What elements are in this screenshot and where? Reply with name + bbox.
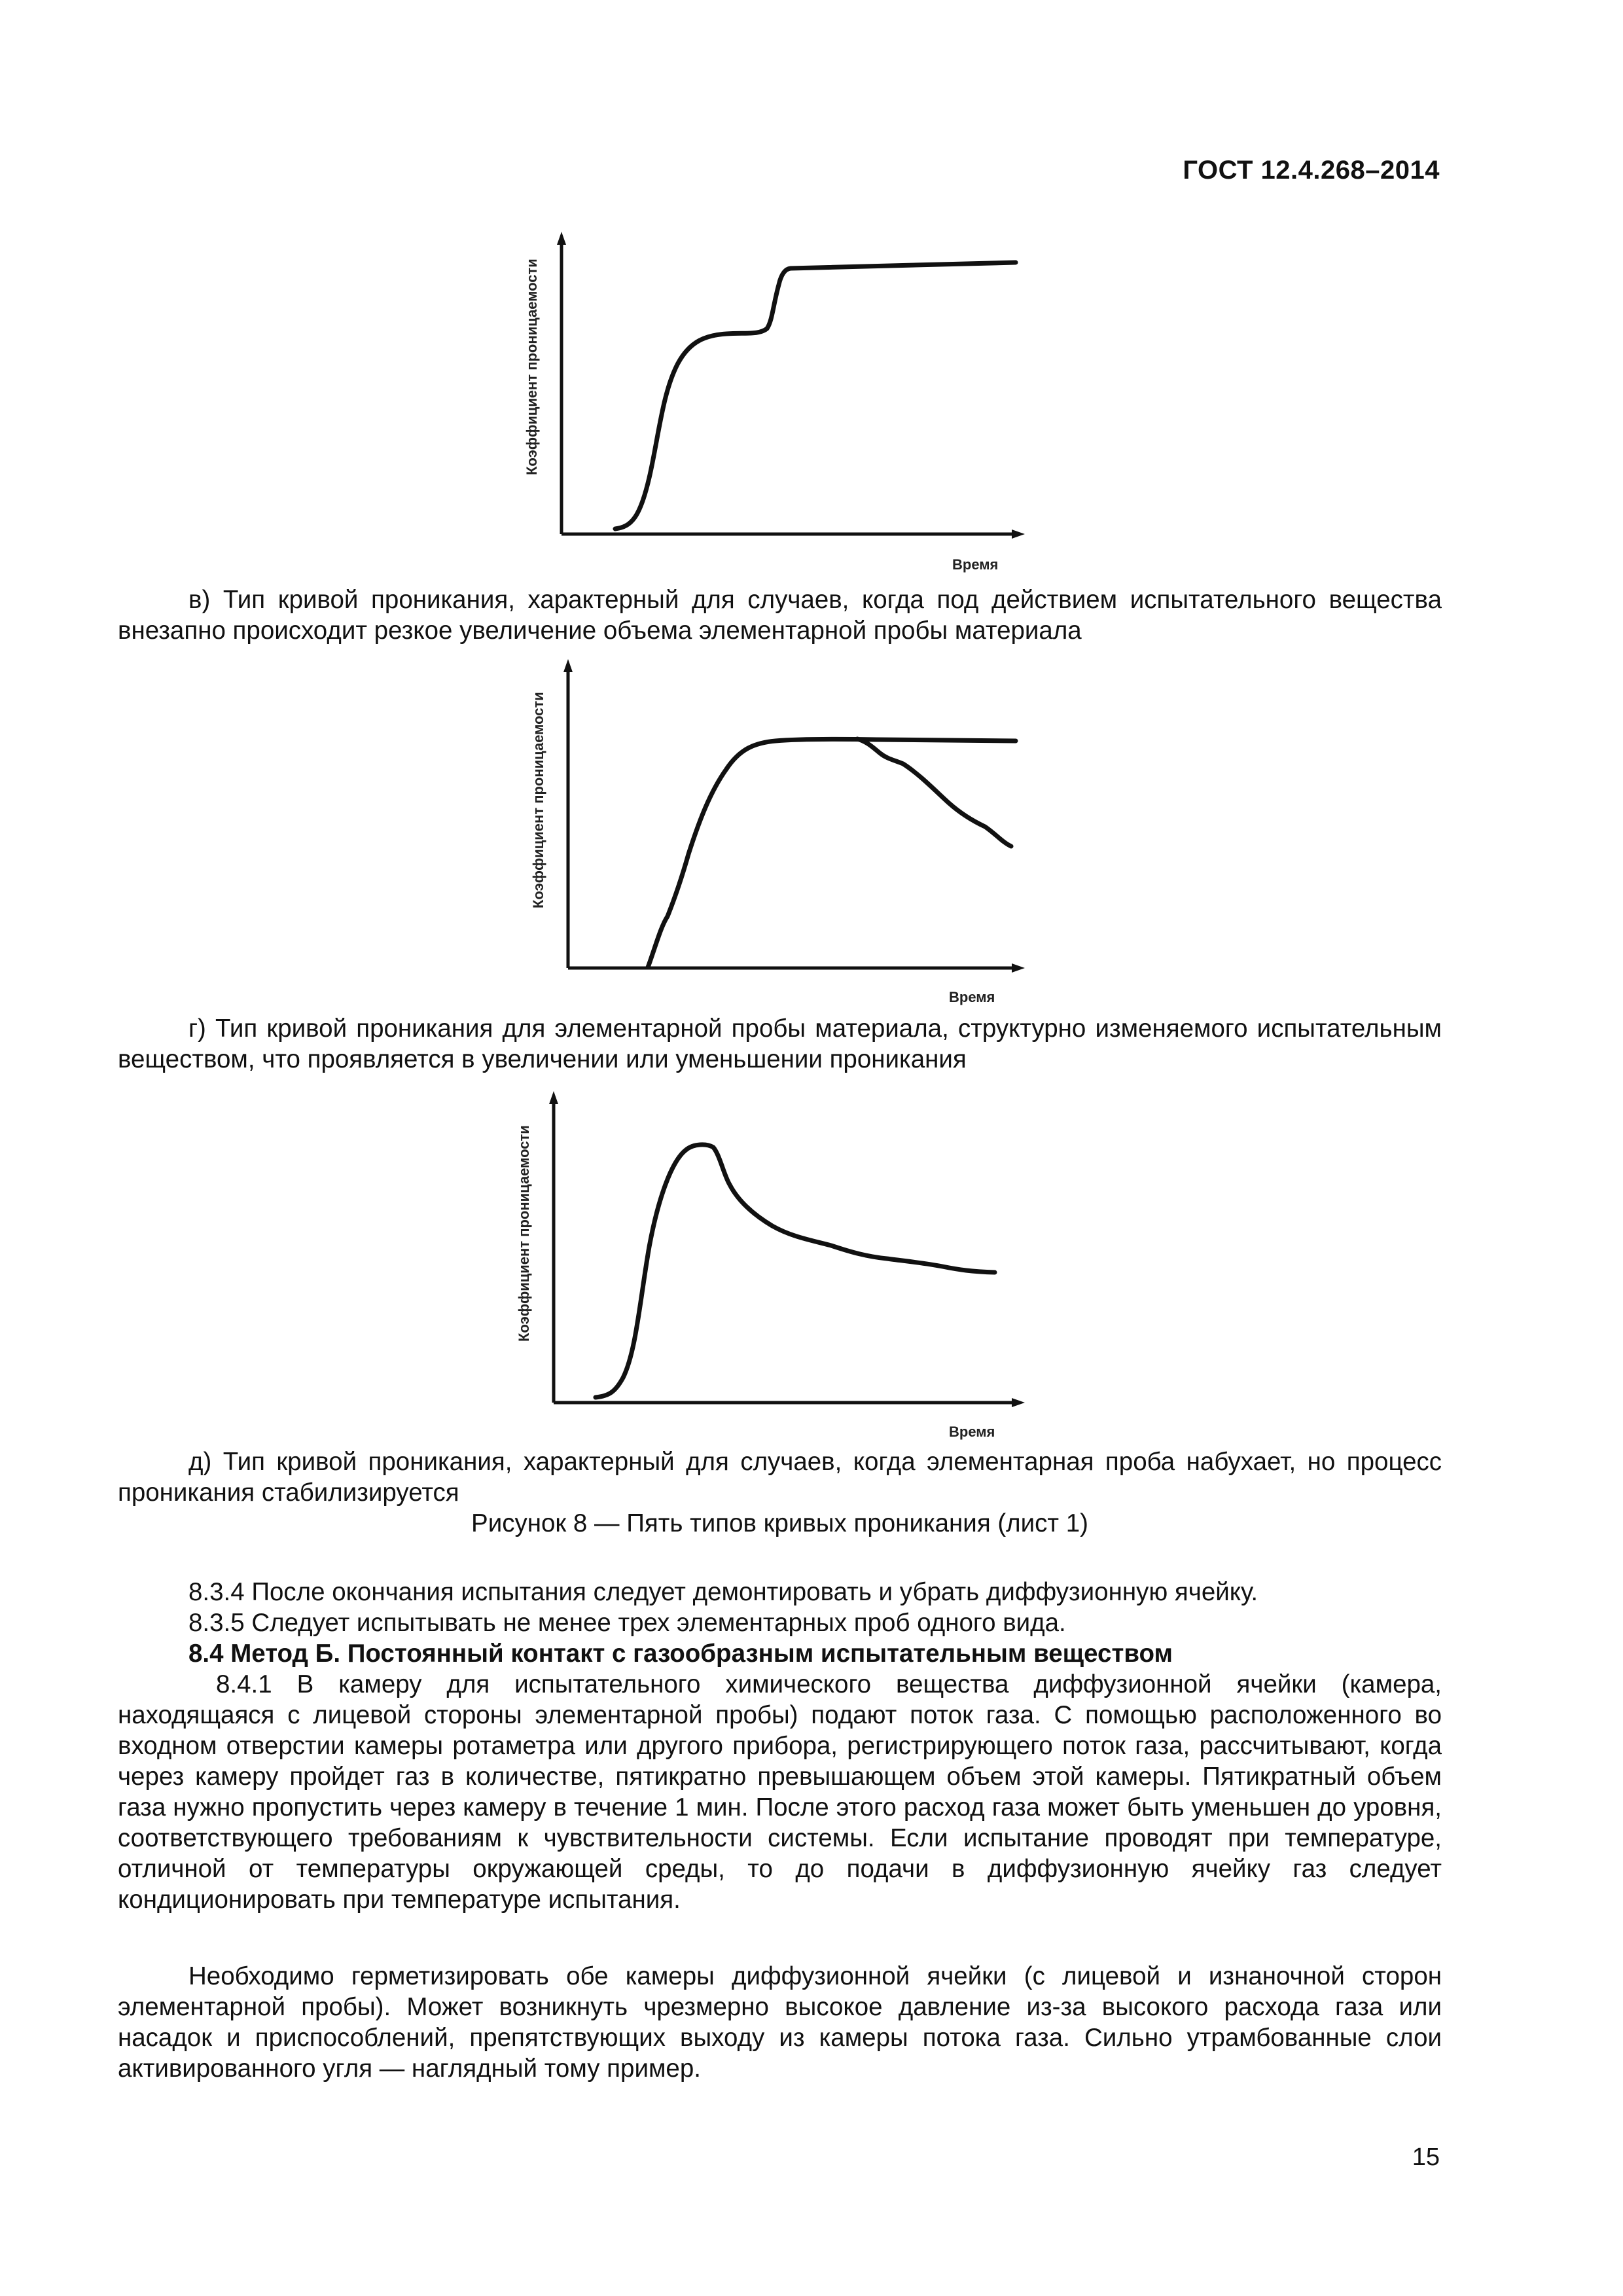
- x-axis-label: Время: [949, 1424, 995, 1440]
- figure-g-graph: [510, 658, 1034, 1011]
- y-axis-arrow: [557, 232, 566, 245]
- permeation-curve-lower: [857, 739, 1011, 846]
- figure-title: Рисунок 8 — Пять типов кривых проникания (лист 1): [471, 1509, 1088, 1537]
- y-axis-label: Коэффициент проницаемости: [530, 692, 546, 908]
- paragraph-8-3-4: 8.3.4 После окончания испытания следует демонтировать и убрать диффузионную ячейку.: [188, 1578, 1258, 1606]
- x-axis-label: Время: [952, 556, 999, 573]
- figure-v-graph: [510, 229, 1034, 583]
- figure-d-caption: д) Тип кривой проникания, характерный для случаев, когда элементарная проба набухает, но процесс проникания стабилизируется: [118, 1448, 1442, 1507]
- paragraph-8-3-5: 8.3.5 Следует испытывать не менее трех элементарных проб одного вида.: [188, 1609, 1066, 1637]
- y-axis-arrow: [563, 659, 573, 672]
- x-axis-arrow: [1012, 1398, 1025, 1407]
- page-number: 15: [1412, 2144, 1440, 2171]
- y-axis-arrow: [549, 1091, 558, 1104]
- x-axis-arrow: [1012, 529, 1025, 539]
- figure-d-graph: [510, 1090, 1034, 1443]
- y-axis-label: Коэффициент проницаемости: [524, 259, 540, 475]
- permeation-curve: [615, 262, 1016, 529]
- permeation-curve: [596, 1145, 995, 1397]
- x-axis-label: Время: [949, 989, 995, 1005]
- x-axis-arrow: [1012, 963, 1025, 973]
- figure-g-caption: г) Тип кривой проникания для элементарной пробы материала, структурно изменяемого испытательным веществом, что проявляется в увеличении или уменьшении проникания: [118, 1014, 1442, 1073]
- document-code: ГОСТ 12.4.268–2014: [1183, 156, 1440, 185]
- paragraph-8-4-1: 8.4.1 В камеру для испытательного химического вещества диффузионной ячейки (камера, находящаяся с лицевой стороны элементарной пробы) подают поток газа. С помощью расположенного во входном отверстии камеры ротаметра или другого прибора, регистрирующего поток газа, рассчитывают, когда через камеру пройдет газ в количестве, пятикратно превышающем объем этой камеры. Пятикратный объем газа нужно пропустить через камеру в течение 1 мин. После этого расход газа может быть уменьшен до уровня, соответствующего требованиям к чувствительности системы. Если испытание проводят при температуре, отличной от температуры окружающей среды, то до подачи в диффузионную ячейку газ следует кондиционировать при температуре испытания.: [118, 1670, 1442, 1914]
- paragraph-seal: Необходимо герметизировать обе камеры диффузионной ячейки (с лицевой и изнаночной сторон элементарной пробы). Может возникнуть чрезмерно высокое давление из-за высокого расхода газа или насадок и приспособлений, препятствующих выходу из камеры потока газа. Сильно утрамбованные слои активированного угля — наглядный тому пример.: [118, 1962, 1442, 2083]
- section-heading-8-4: 8.4 Метод Б. Постоянный контакт с газообразным испытательным веществом: [188, 1640, 1173, 1668]
- y-axis-label: Коэффициент проницаемости: [516, 1125, 532, 1342]
- permeation-curve-upper: [648, 739, 1016, 967]
- figure-v-caption: в) Тип кривой проникания, характерный для случаев, когда под действием испытательного вещества внезапно происходит резкое увеличение объема элементарной пробы материала: [118, 586, 1442, 645]
